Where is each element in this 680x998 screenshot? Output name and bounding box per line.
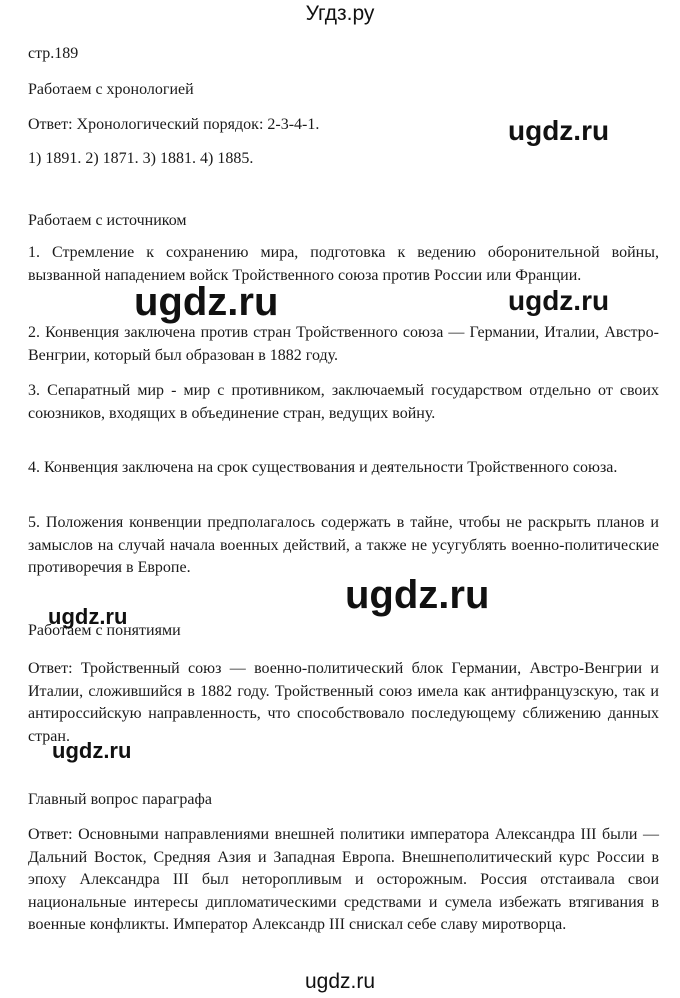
watermark: ugdz.ru: [134, 280, 279, 324]
chronology-dates: 1) 1891. 2) 1871. 3) 1881. 4) 1885.: [28, 150, 254, 167]
watermark: ugdz.ru: [508, 285, 610, 316]
source-item-4: 4. Конвенция заключена на срок существования и деятельности Тройственного союза.: [28, 459, 618, 476]
source-item-3: 3. Сепаратный мир - мир с противником, заключаемый государством отдельно от своих союзников, входящих в объединение стран, ведущих войну.: [28, 382, 659, 422]
chronology-title: Работаем с хронологией: [28, 81, 194, 98]
watermark: ugdz.ru: [508, 115, 610, 146]
source-item-1: 1. Стремление к сохранению мира, подготовка к ведению оборонительной войны, вызванной нападением войск Тройственного союза против России или Франции.: [28, 244, 659, 284]
main-question-title: Главный вопрос параграфа: [28, 791, 212, 808]
concepts-answer: Ответ: Тройственный союз — военно-политический блок Германии, Австро-Венгрии и Италии, сложившийся в 1882 году. Тройственный союз имела как антифранцузскую, так и антироссийскую направленность, что способствовало последующему сближению данных стран.: [28, 660, 659, 745]
chronology-answer: Ответ: Хронологический порядок: 2-3-4-1.: [28, 116, 320, 133]
page-label: стр.189: [28, 45, 79, 62]
watermark: ugdz.ru: [345, 573, 490, 617]
source-item-5: 5. Положения конвенции предполагалось содержать в тайне, чтобы не раскрыть планов и замыслов на случай начала военных действий, а также не усугублять военно-политические противоречия в Европе.: [28, 514, 659, 576]
main-question-answer: Ответ: Основными направлениями внешней политики императора Александра III были — Дальний Восток, Средняя Азия и Западная Европа. Внешнеполитический курс России в эпоху Александра III был неторопливым и осторожным. Россия отстаивала свои национальные интересы дипломатическими средствами и сумела избежать втягивания в военные конфликты. Император Александр III снискал себе славу миротворца.: [28, 826, 659, 933]
watermark: ugdz.ru: [52, 738, 132, 763]
site-header: Угдз.ру: [305, 2, 375, 25]
site-footer: ugdz.ru: [304, 970, 376, 993]
concepts-title: Работаем с понятиями: [28, 622, 181, 639]
source-title: Работаем с источником: [28, 212, 187, 229]
watermark: ugdz.ru: [48, 604, 128, 629]
source-item-2: 2. Конвенция заключена против стран Тройственного союза — Германии, Италии, Австро-Венгрии, который был образован в 1882 году.: [28, 324, 659, 364]
